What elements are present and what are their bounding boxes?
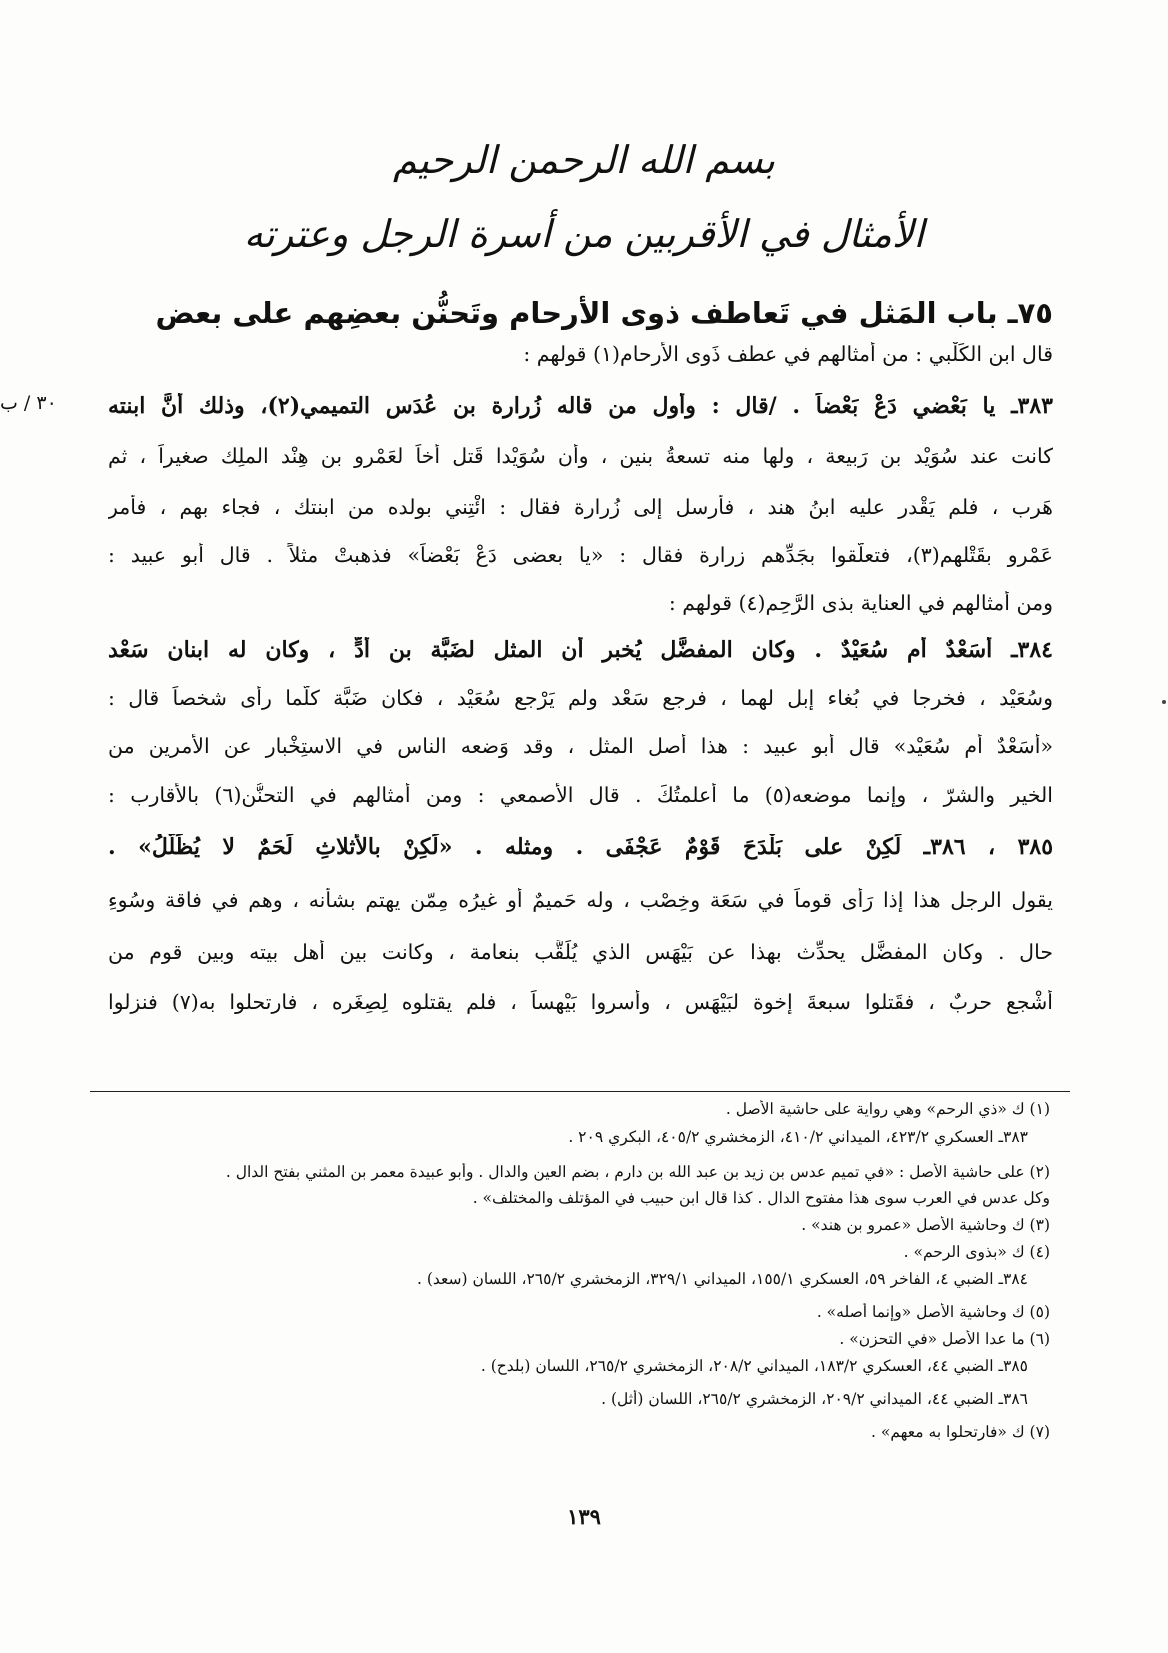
body-line: «أَسَعْدٌ أم سُعَيْد» قال أبو عبيد : هذا أصل المثل ، وقد وَضعه الناس في الاستِخْبار عن الأمرين من: [108, 734, 1053, 758]
footnote: (٦) ما عدا الأصل «في التحزن» .: [839, 1330, 1050, 1348]
footnote-reference: ٣٨٦ـ الضبي ٤٤، الميداني ٢٠٩/٢، الزمخشري ٢٦٥/٢، اللسان (أثل) .: [601, 1390, 1028, 1408]
body-line-proverb-384: ٣٨٤ـ أَسَعْدٌ أم سُعَيْدٌ . وكان المفضَّل يُخبر أن المثل لضَبَّة بن أُدٍّ ، وكان له ابنان سَعْد: [108, 637, 1053, 663]
footnote: (٣) ك وحاشية الأصل «عمرو بن هند» .: [801, 1216, 1050, 1234]
body-line: حال . وكان المفضَّل يحدِّث بهذا عن بَيْهَس الذي يُلَقَّب بنعامة ، وكانت بين أهل بيته وبين قوم من: [108, 940, 1053, 964]
body-line: وسُعَيْد ، فخرجا في بُغاء إبل لهما ، فرجع سَعْد ولم يَرْجع سُعَيْد ، فكان ضَبَّة كلَّما رأى شخصاً قال :: [108, 686, 1053, 710]
body-line: كانت عند سُوَيْد بن رَبيعة ، ولها منه تسعةُ بنين ، وأن سُوَيْدا قَتل أخاً لعَمْرو بن هِنْد الملِك صغيراً ، ثم: [108, 444, 1053, 468]
footnote-reference: ٣٨٣ـ العسكري ٤٢٣/٢، الميداني ٤١٠/٢، الزمخشري ٤٠٥/٢، البكري ٢٠٩ .: [568, 1128, 1028, 1146]
footnote: (١) ك «ذي الرحم» وهي رواية على حاشية الأصل .: [725, 1100, 1050, 1118]
body-line: قال ابن الكَلْبي : من أمثالهم في عطف ذَوى الأرحام(١) قولهم :: [523, 342, 1053, 366]
body-line: أَشْجع حربٌ ، فقَتلوا سبعةَ إخوة لبَيْهَس ، وأسروا بَيْهساً ، فلم يقتلوه لِصِغَره ، فارتحلوا به(٧) فنزلوا: [108, 990, 1053, 1014]
body-line: عَمْرو بقَتْلهم(٣)، فتعلّقوا بجَدِّهم زرارة فقال : «يا بعضى دَعْ بَعْضاً» فذهبتْ مثلاً . قال أبو عبيد :: [108, 543, 1053, 567]
footnote-separator: [90, 1091, 1070, 1092]
body-line: يقول الرجل هذا إذا رَأى قوماً في سَعَة وخِصْب ، وله حَميمٌ أو غيرُه مِمّن يهتم بشأنه ، وهم في فاقة وسُوءِ: [108, 888, 1053, 912]
chapter-title: ٧٥ـ باب المَثل في تَعاطف ذوى الأرحام وتَحنُّن بعضِهم على بعض: [155, 296, 1053, 330]
footnote-reference: ٣٨٥ـ الضبي ٤٤، العسكري ١٨٣/٢، الميداني ٢٠٨/٢، الزمخشري ٢٦٥/٢، اللسان (بلدح) .: [480, 1357, 1028, 1375]
body-line-proverb-385-386: ٣٨٥ ، ٣٨٦ـ لَكِنْ على بَلْدَحَ قَوْمٌ عَجْفَى . ومثله . «لَكِنْ بالأثلاثِ لَحَمٌ لا يُظَلَّلُ» .: [108, 834, 1053, 860]
footnote: (٢) على حاشية الأصل : «في تميم عدس بن زيد بن عبد الله بن دارم ، بضم العين والدال . وأبو عبيدة معمر بن المثني بفتح الدال .: [225, 1163, 1050, 1181]
footnote: (٥) ك وحاشية الأصل «وإنما أصله» .: [816, 1303, 1050, 1321]
body-line: هَرب ، فلم يَقْدر عليه ابنُ هند ، فأرسل إلى زُرارة فقال : ائْتِني بولده من ابنتك ، فجاء بهم ، فأمر: [108, 495, 1053, 519]
footnote: (٤) ك «بذوى الرحم» .: [903, 1243, 1050, 1261]
body-line-proverb-383: ٣٨٣ـ يا بَعْضي دَعْ بَعْضاً . /قال : وأول من قاله زُرارة بن عُدَس التميمي(٢)، وذلك أنَّ ابنته: [108, 393, 1053, 419]
footnote: وكل عدس في العرب سوى هذا مفتوح الدال . كذا قال ابن حبيب في المؤتلف والمختلف» .: [472, 1189, 1050, 1207]
body-line: الخير والشرّ ، وإنما موضعه(٥) ما أعلمتُكَ . قال الأصمعي : ومن أمثالهم في التحنُّن(٦) بالأقارب :: [108, 783, 1053, 807]
margin-folio-note: ٣٠ / ب: [0, 392, 57, 414]
page-number: ١٣٩: [567, 1504, 601, 1529]
section-heading: الأمثال في الأقربين من أسرة الرجل وعترته: [243, 212, 925, 256]
scan-edge-mark: [1162, 700, 1166, 704]
footnote: (٧) ك «فارتحلوا به معهم» .: [871, 1423, 1050, 1441]
basmala-heading: بسم الله الرحمن الرحيم: [393, 138, 775, 182]
footnote-reference: ٣٨٤ـ الضبي ٤، الفاخر ٥٩، العسكري ١٥٥/١، الميداني ٣٢٩/١، الزمخشري ٢٦٥/٢، اللسان (سعد) .: [416, 1270, 1028, 1288]
body-line: ومن أمثالهم في العناية بذى الرَّحِم(٤) قولهم :: [668, 591, 1053, 615]
